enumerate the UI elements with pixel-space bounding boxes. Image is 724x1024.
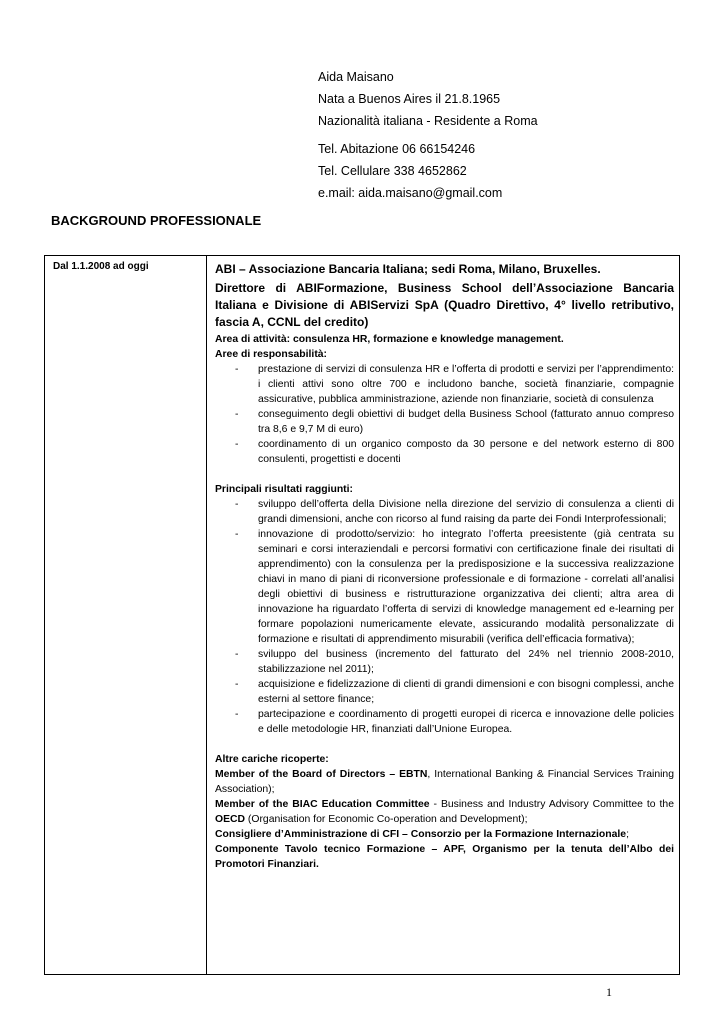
- other-role-apf: Componente Tavolo tecnico Formazione – APF, Organismo per la tenuta dell’Albo dei Promotori Finanziari.: [215, 844, 674, 870]
- person-name: Aida Maisano: [318, 70, 394, 84]
- mobile-phone: Tel. Cellulare 338 4652862: [318, 164, 467, 178]
- other-role-biac: [215, 797, 674, 827]
- cfi-label: Consigliere d’Amministrazione di CFI – Consorzio per la Formazione Internazionale: [215, 829, 627, 840]
- list-item: - coordinamento di un organico composto da 30 persone e del network esterno di 800 consulenti, progettisti e docenti: [215, 437, 674, 467]
- experience-content: [215, 261, 674, 872]
- section-title: BACKGROUND PROFESSIONALE: [51, 213, 262, 228]
- personal-info: [318, 66, 538, 204]
- biac-label: Member of the BIAC Education Committee: [215, 799, 430, 810]
- experience-table: [44, 255, 680, 975]
- results-title: Principali risultati raggiunti:: [215, 484, 353, 495]
- activity-area: Area di attività: consulenza HR, formazione e knowledge management.: [215, 334, 564, 345]
- list-item: - acquisizione e fidelizzazione di clienti di grandi dimensioni e con bisogni complessi, anche esterni al settore finance;: [215, 677, 674, 707]
- list-item: - conseguimento degli obiettivi di budget della Business School (fatturato annuo compreso tra 8,6 e 9,7 M di euro): [215, 407, 674, 437]
- cfi-desc: ;: [626, 829, 629, 840]
- organization: ABI – Associazione Bancaria Italiana; sedi Roma, Milano, Bruxelles.: [215, 262, 601, 276]
- oecd-desc: (Organisation for Economic Co-operation and Development);: [245, 814, 528, 825]
- birth-info: Nata a Buenos Aires il 21.8.1965: [318, 92, 501, 106]
- other-role-cfi: [215, 827, 674, 842]
- oecd-label: OECD: [215, 814, 246, 825]
- other-roles-title: Altre cariche ricoperte:: [215, 754, 329, 765]
- list-item: - sviluppo dell’offerta della Divisione nella direzione del servizio di consulenza a clienti di grandi dimensioni, anche con ricorso al fund raising da parte dei Fondi Interprofessionali;: [215, 497, 674, 527]
- list-item: - prestazione di servizi di consulenza HR e l’offerta di prodotti e servizi per l’apprendimento: i clienti attivi sono oltre 700 e includono banche, società finanziarie, compagnie assicurative, pubblica amministrazione, aziende non finanziarie, società di consulenza: [215, 362, 674, 407]
- page-number: 1: [606, 985, 612, 999]
- ebtn-desc: , International Banking & Financial Services Training Association);: [215, 769, 674, 795]
- ebtn-label: Member of the Board of Directors – EBTN: [215, 769, 428, 780]
- results-list: [215, 497, 674, 737]
- home-phone: Tel. Abitazione 06 66154246: [318, 142, 476, 156]
- biac-desc: - Business and Industry Advisory Committee to the: [429, 799, 674, 810]
- other-role-ebtn: [215, 767, 674, 797]
- list-item: - partecipazione e coordinamento di progetti europei di ricerca e innovazione delle policies e delle metodologie HR, finanziati dall’Unione Europea.: [215, 707, 674, 737]
- role-title: Direttore di ABIFormazione, Business School dell’Associazione Bancaria Italiana e Divisione di ABIServizi SpA (Quadro Direttivo, 4° livello retributivo, fascia A, CCNL del credito): [215, 281, 674, 329]
- list-item: - innovazione di prodotto/servizio: ho integrato l’offerta preesistente (già centrata su seminari e corsi interaziendali e percorsi formativi con certificazione finale dei risultati di apprendimento) con la consulenza per la predisposizione e la successiva realizzazione chiavi in mano di piani di riconversione professionale e di formazione - correlati all’analisi degli obiettivi di business e ristrutturazione organizzativa dei clienti; altra area di innovazione ha riguardato l’offerta di servizi di knowledge management ed e-learning per formare popolazioni numericamente elevate, assicurando modalità personalizzate di formazione e risultati di apprendimento misurabili (verifica dell’efficacia formativa);: [215, 527, 674, 647]
- nationality-info: Nazionalità italiana - Residente a Roma: [318, 114, 538, 128]
- responsibilities-list: [215, 362, 674, 467]
- column-divider: [206, 256, 207, 974]
- date-cell: Dal 1.1.2008 ad oggi: [53, 261, 149, 272]
- list-item: - sviluppo del business (incremento del fatturato del 24% nel triennio 2008-2010, stabilizzazione nel 2011);: [215, 647, 674, 677]
- email: e.mail: aida.maisano@gmail.com: [318, 186, 503, 200]
- responsibilities-title: Aree di responsabilità:: [215, 349, 328, 360]
